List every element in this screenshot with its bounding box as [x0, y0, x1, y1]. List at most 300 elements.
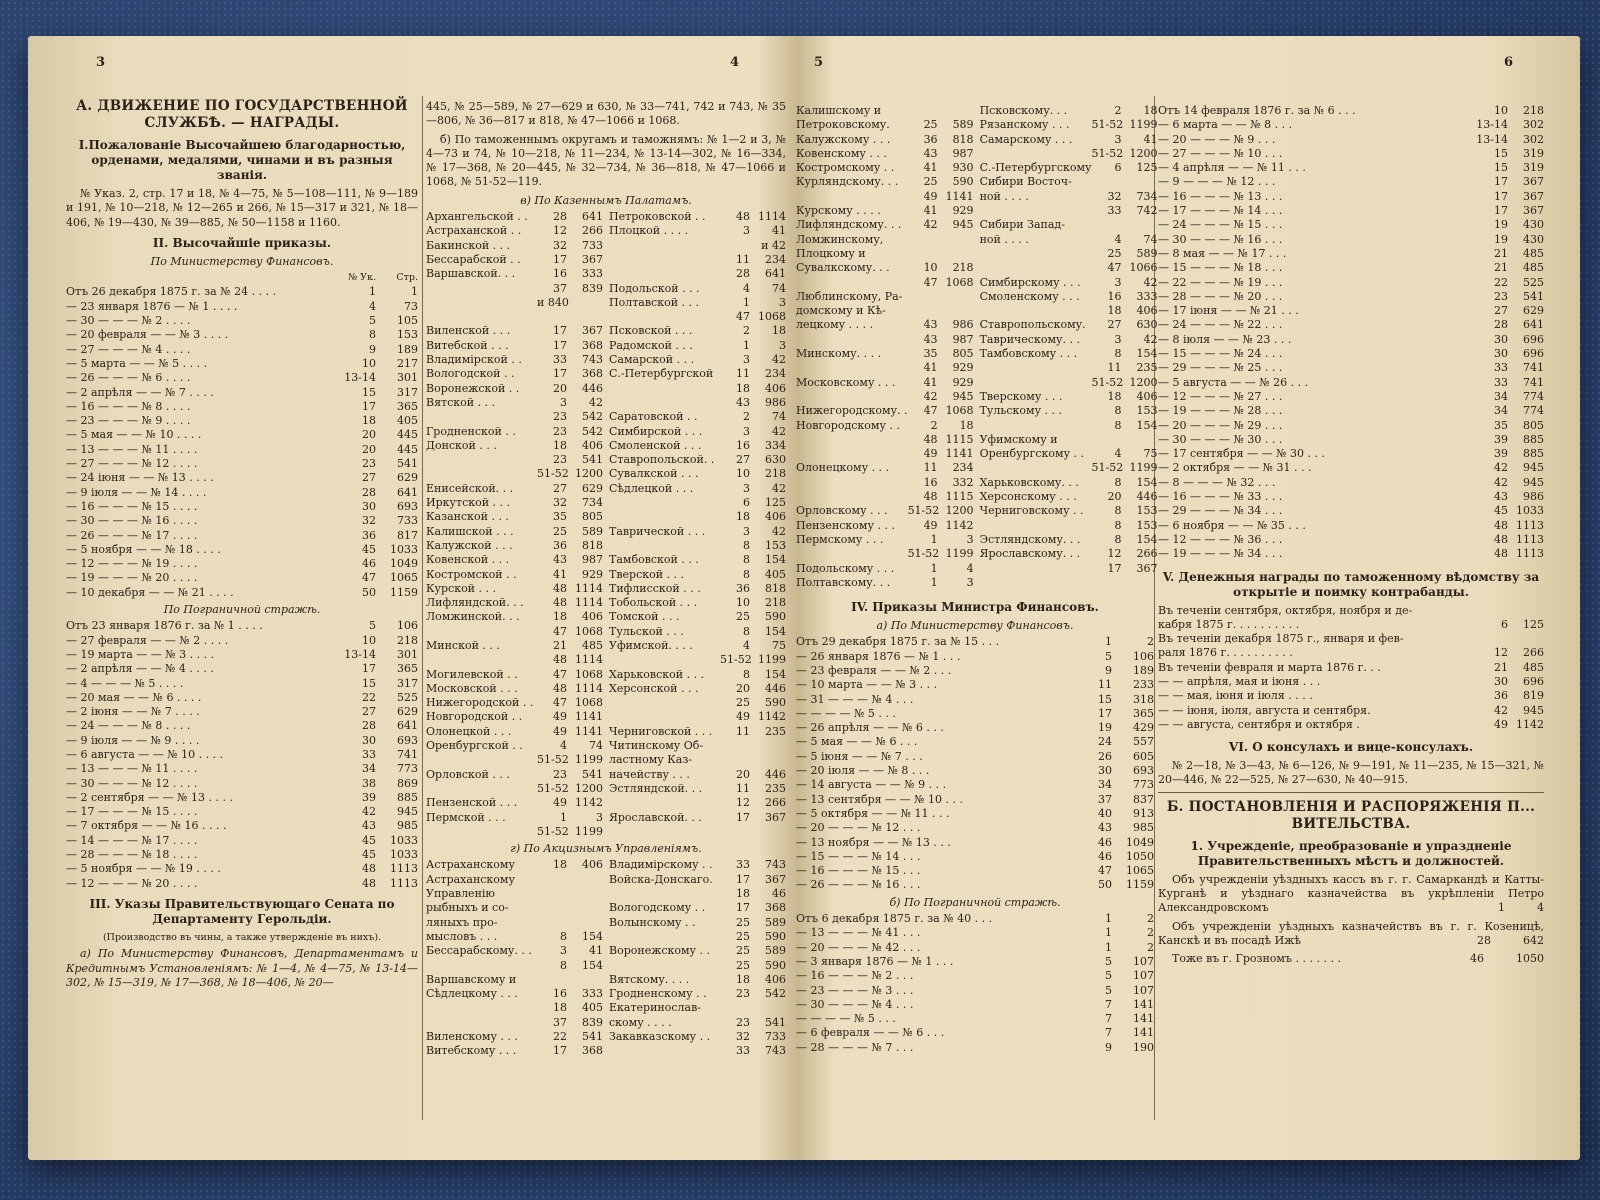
row-page-number: 987	[952, 332, 974, 346]
row-page-number: 2	[1147, 940, 1154, 954]
row-page-number: 1199	[758, 653, 786, 667]
row-issue-number: 4	[743, 281, 750, 295]
table-row	[66, 819, 418, 833]
row-label: Воронежской . .	[426, 381, 520, 395]
row-page-number: 1033	[1516, 504, 1544, 518]
row-issue-number: 51-52	[907, 547, 940, 561]
row-label: Олонецкой . . .	[426, 724, 512, 738]
row-page-number: 333	[1136, 289, 1158, 303]
row-page-number: 630	[1136, 318, 1158, 332]
row-label: рыбныхъ и со-	[426, 901, 509, 915]
table-row	[1158, 376, 1544, 390]
row-label: — 28 — — — № 20 . . .	[1158, 289, 1283, 303]
row-label: — — іюня, іюля, августа и сентября.	[1158, 703, 1371, 717]
table-row	[796, 821, 1154, 835]
row-page-number: 1068	[575, 696, 603, 710]
table-row	[426, 858, 603, 872]
row-label: — 13 — — — № 41 . . .	[796, 926, 921, 940]
row-issue-number: 17	[362, 399, 376, 413]
row-label: Вятской . . .	[426, 395, 496, 409]
row-page-number: 818	[765, 581, 786, 595]
row-label: Уфимскому и	[979, 432, 1058, 446]
row-issue-number: 1	[930, 575, 938, 589]
row-page-number: 1114	[575, 596, 603, 610]
row-issue-number	[1092, 433, 1122, 447]
row-issue-number: 30	[1494, 332, 1508, 346]
row-page-number: 154	[1136, 347, 1158, 361]
table	[1158, 604, 1544, 733]
table-row	[980, 218, 1158, 232]
table-row	[1158, 604, 1544, 618]
row-issue-number: 20	[553, 381, 567, 395]
row-issue-number: 23	[362, 457, 376, 471]
row-label: — 24 — — — № 8 . . . .	[66, 719, 191, 733]
row-page-number	[938, 104, 974, 118]
table-row	[796, 693, 1154, 707]
page-4	[426, 36, 786, 1160]
row-label: — 6 февраля — — № 6 . . .	[796, 1026, 945, 1040]
row-issue-number: 25	[736, 958, 750, 972]
row-label	[609, 396, 720, 410]
row-label: — 31 — — — № 4 . . .	[796, 692, 914, 706]
table-row	[1158, 133, 1544, 147]
section-heading: V. Денежныя награды по таможенному вѣдомству за открытіе и поимку контрабанды.	[1162, 569, 1540, 599]
table-row	[1158, 118, 1544, 132]
row-issue-number: 48	[923, 432, 938, 446]
row-label: Самарскому . . .	[979, 132, 1073, 146]
row-page-number: 333	[582, 267, 603, 281]
row-issue-number: 43	[923, 318, 938, 332]
row-issue-number: 17	[736, 872, 750, 886]
row-label	[980, 304, 1092, 318]
row-page-number: 368	[765, 901, 786, 915]
table-row	[796, 836, 1154, 850]
row-page-number	[567, 916, 603, 930]
row-label: — 13 ноября — — № 13 . . .	[796, 835, 951, 849]
row-label	[609, 510, 720, 524]
row-label: Сѣдлецкой . . .	[609, 481, 694, 495]
table-row	[609, 253, 786, 267]
table	[980, 104, 1158, 590]
table-row	[980, 547, 1158, 561]
table-row	[66, 557, 418, 571]
row-label: — 5 іюня — — № 7 . . .	[796, 749, 923, 763]
row-page-number: 1033	[390, 848, 418, 862]
table-row	[1158, 689, 1544, 703]
table-row	[796, 133, 974, 147]
row-issue-number: 47	[553, 696, 567, 710]
row-issue-number: 32	[553, 496, 567, 510]
table-row	[66, 586, 418, 600]
row-page-number: 542	[765, 987, 786, 1001]
row-label: домскому и Кѣ-	[796, 304, 886, 318]
row-issue-number: 35	[923, 347, 938, 361]
row-page-number: 734	[1136, 189, 1158, 203]
row-issue-number: 4	[1114, 232, 1122, 246]
row-page-number: 1113	[390, 862, 418, 876]
row-issue-number: 23	[1494, 289, 1508, 303]
table-row	[1158, 161, 1544, 175]
row-label: — — августа, сентября и октября .	[1158, 717, 1360, 731]
table-row	[426, 496, 603, 510]
row-page-number: 986	[1523, 490, 1544, 504]
row-label: Радомской . . .	[609, 338, 693, 352]
row-page-number: 1068	[575, 624, 603, 638]
table-row	[426, 210, 603, 224]
table-row	[609, 1044, 786, 1058]
row-label: — 19 марта — — № 3 . . . .	[66, 647, 215, 661]
row-issue-number: 2	[1114, 104, 1122, 117]
row-page-number: 41	[589, 944, 603, 958]
table-row	[609, 539, 786, 553]
row-issue-number: 24	[1098, 735, 1112, 749]
row-issue-number: 49	[923, 189, 938, 203]
table-row	[1158, 290, 1544, 304]
table-row	[796, 764, 1154, 778]
row-page-number: 985	[1133, 821, 1154, 835]
row-page-number: 41	[1143, 132, 1158, 146]
row-label: Харьковской . . .	[609, 667, 705, 681]
row-label: — 2 апрѣля — — № 7 . . . .	[66, 385, 214, 399]
table-row	[1158, 547, 1544, 561]
row-label: Гродненскому . .	[609, 987, 707, 1001]
row-label: — 30 — — — № 2 . . . .	[66, 314, 191, 328]
row-issue-number: 51-52	[537, 753, 569, 767]
table-row	[609, 639, 786, 653]
row-page-number: 190	[1133, 1040, 1154, 1054]
table-row	[66, 677, 418, 691]
row-issue-number: 4	[369, 299, 376, 313]
row-page-number: 154	[582, 958, 603, 972]
row-issue-number: 18	[736, 972, 750, 986]
row-page-number: 541	[1523, 289, 1544, 303]
table-row	[796, 955, 1154, 969]
row-issue-number: 21	[553, 638, 567, 652]
table-row	[426, 367, 603, 381]
row-page-number: 302	[1523, 118, 1544, 132]
table-row	[609, 696, 786, 710]
row-page-number: 234	[952, 461, 974, 475]
row-page-number: 1115	[945, 490, 974, 504]
row-page-number: 1141	[575, 724, 603, 738]
row-page-number: 1068	[945, 275, 974, 289]
row-page-number: 696	[1523, 347, 1544, 361]
row-label	[609, 930, 720, 944]
row-issue-number	[537, 873, 567, 887]
row-issue-number: 16	[736, 438, 750, 452]
row-label: Люблинскому, Ра-	[796, 289, 903, 303]
row-page-number: 1050	[1126, 849, 1154, 863]
row-issue-number: 28	[736, 267, 750, 281]
row-label: Тульскому . . .	[979, 404, 1063, 418]
table-row	[66, 471, 418, 485]
table-row	[426, 653, 603, 667]
row-label: Подольской . . .	[609, 281, 700, 295]
table-row	[796, 318, 974, 332]
row-page-number: 153	[1136, 518, 1158, 532]
row-issue-number: 8	[1114, 404, 1122, 418]
row-label: Симбирской . . .	[609, 424, 703, 438]
table-row	[66, 371, 418, 385]
row-issue-number: 48	[736, 210, 750, 224]
row-issue-number: 33	[1494, 361, 1508, 375]
row-label: Въ теченіи декабря 1875 г., января и фев-	[1158, 632, 1404, 646]
row-label: — 2 октября — — № 31 . . .	[1158, 461, 1312, 475]
table-row	[66, 285, 418, 299]
row-issue-number: 43	[553, 553, 567, 567]
table-row	[426, 887, 603, 901]
row-issue-number: 20	[362, 428, 376, 442]
row-page-number: 805	[582, 510, 603, 524]
row-page-number: 154	[1136, 532, 1158, 546]
row-label: — 8 мая — — № 17 . . .	[1158, 246, 1287, 260]
row-issue-number: 41	[923, 375, 938, 389]
row-label: — 20 — — — № 42 . . .	[796, 940, 921, 954]
row-page-number: 1033	[390, 542, 418, 556]
row-label: — 26 — — — № 16 . . .	[796, 878, 921, 892]
row-issue-number: 1	[1105, 912, 1112, 926]
row-issue-number: 43	[923, 332, 938, 346]
row-page-number: 18	[772, 324, 786, 338]
row-issue-number: 10	[923, 261, 938, 275]
table	[609, 858, 786, 1058]
table-row	[426, 825, 603, 839]
table-row	[426, 267, 603, 281]
row-label: Псковскому. . .	[979, 104, 1068, 117]
table-row	[796, 419, 974, 433]
row-issue-number: 51-52	[1091, 146, 1124, 160]
table-row	[609, 725, 786, 739]
row-label	[609, 539, 720, 553]
row-issue-number: 27	[1107, 318, 1122, 332]
row-page-number	[567, 973, 603, 987]
table-row	[796, 461, 974, 475]
row-issue-number: 45	[362, 542, 376, 556]
table-row	[609, 668, 786, 682]
row-page-number: 1142	[1516, 717, 1544, 731]
row-issue-number	[720, 239, 750, 253]
row-page-number: 189	[397, 342, 418, 356]
table-row	[1158, 519, 1544, 533]
row-page-number: 869	[397, 776, 418, 790]
table-row	[66, 834, 418, 848]
row-issue-number: 15	[1494, 146, 1508, 160]
row-page-number: 153	[765, 538, 786, 552]
row-issue-number: 48	[1494, 532, 1508, 546]
row-issue-number: 47	[923, 404, 938, 418]
row-label: Оренбургской . .	[426, 739, 523, 753]
row-issue-number: 18	[553, 858, 567, 872]
row-label: — 30 — — — № 16 . . . .	[66, 514, 198, 528]
table-row	[796, 984, 1154, 998]
row-label: — 20 — — — № 9 . . .	[1158, 132, 1276, 146]
table-row	[796, 562, 974, 576]
row-label: — 2 іюня — — № 7 . . . .	[66, 705, 200, 719]
row-page-number	[938, 233, 974, 247]
row-page-number: 1141	[945, 447, 974, 461]
row-page-number: 107	[1133, 954, 1154, 968]
divider	[1158, 792, 1544, 793]
table-row	[980, 519, 1158, 533]
table-row	[426, 525, 603, 539]
row-label: — 9 іюля — — № 9 . . . .	[66, 733, 200, 747]
subheading: г) По Акцизнымъ Управленіямъ.	[510, 842, 702, 856]
table-row	[66, 500, 418, 514]
table-row	[66, 571, 418, 585]
row-label	[796, 190, 908, 204]
row-issue-number: 18	[362, 414, 376, 428]
table-row	[796, 998, 1154, 1012]
row-label: Таврической . . .	[609, 524, 706, 538]
row-label	[609, 382, 720, 396]
row-issue-number	[908, 233, 938, 247]
table-row	[426, 901, 603, 915]
row-page-number: 733	[765, 1030, 786, 1043]
row-issue-number: 25	[736, 929, 750, 943]
table-row	[1158, 318, 1544, 332]
table-row	[1158, 476, 1544, 490]
row-issue-number: 22	[553, 1030, 567, 1043]
row-page-number: 986	[765, 395, 786, 409]
row-issue-number: 34	[1494, 389, 1508, 403]
row-issue-number: 23	[736, 987, 750, 1001]
row-label: — 16 — — — № 15 . . .	[796, 864, 921, 878]
table-row	[980, 461, 1158, 475]
table-row	[609, 710, 786, 724]
row-issue-number: 8	[369, 328, 376, 342]
row-label: — 29 — — — № 25 . . .	[1158, 361, 1283, 375]
table-row	[796, 476, 974, 490]
row-page-number: 485	[582, 638, 603, 652]
row-issue-number: 26	[1098, 749, 1112, 763]
table-row	[426, 482, 603, 496]
table-row	[609, 210, 786, 224]
row-page-number: 218	[397, 633, 418, 647]
table-row	[796, 750, 1154, 764]
row-issue-number: 16	[553, 267, 567, 281]
row-issue-number: 7	[1105, 997, 1112, 1011]
row-label	[609, 887, 720, 901]
row-label: — 26 января 1876 — № 1 . . .	[796, 649, 961, 663]
section-heading: III. Указы Правительствующаго Сената по Департаменту Герольдіи.	[89, 896, 395, 926]
row-label: — 20 іюля — — № 8 . . .	[796, 764, 930, 778]
row-page-number: 1114	[575, 653, 603, 667]
table-row	[796, 233, 974, 247]
row-label: — 10 марта — — № 3 . . .	[796, 678, 938, 692]
row-page-number: 218	[952, 261, 974, 275]
row-issue-number: 18	[553, 1001, 567, 1015]
row-label: Лифляндской. . .	[426, 596, 524, 610]
row-label: Астраханскому	[426, 858, 515, 872]
row-page-number: 218	[765, 467, 786, 481]
row-label: Пермской . . .	[426, 810, 506, 824]
row-issue-number: 17	[362, 662, 376, 676]
row-label: ляныхъ про-	[426, 915, 498, 929]
row-page-number: 734	[582, 496, 603, 510]
paragraph: 445, № 25—589, № 27—629 и 630, № 33—741, 742 и 743, № 35—806, № 36—817 и 818, № 47—1066 и 1068.	[426, 100, 786, 128]
row-page-number: 235	[1136, 361, 1158, 375]
row-page-number: 125	[1523, 617, 1544, 631]
row-label: Псковской . . .	[609, 324, 693, 338]
row-page-number: 319	[1523, 146, 1544, 160]
paragraph: б) По таможеннымъ округамъ и таможнямъ: № 1—2 и 3, № 4—73 и 74, № 10—218, № 11—234, № 13-14—302, № 16—334, № 17—368, № 20—445, № 32—734, № 36—818, № 47—1066 и 1068, № 51-52—119.	[426, 132, 786, 189]
row-page-number: 125	[1136, 161, 1158, 175]
row-issue-number	[720, 753, 750, 767]
row-label: — 6 августа — — № 10 . . . .	[66, 747, 224, 761]
row-label: Смоленской . . .	[609, 438, 702, 452]
row-label	[980, 562, 1092, 576]
table-row	[796, 376, 974, 390]
row-page-number: 106	[397, 619, 418, 633]
row-page-number: 542	[582, 410, 603, 424]
row-page-number: 42	[772, 353, 786, 367]
subheading: По Пограничной стражѣ.	[163, 603, 321, 617]
row-label: — 27 — — — № 10 . . .	[1158, 146, 1283, 160]
table-row	[609, 224, 786, 238]
table-row	[1158, 718, 1544, 732]
row-page-number: 3	[779, 295, 786, 309]
row-issue-number: 32	[553, 238, 567, 252]
row-issue-number: 1	[930, 532, 938, 546]
row-issue-number: 39	[1494, 432, 1508, 446]
table-row	[609, 1001, 786, 1015]
row-label: Пермскому . . .	[796, 532, 884, 546]
row-page-number: 266	[765, 796, 786, 810]
row-issue-number: 17	[553, 338, 567, 352]
row-page-number	[938, 290, 974, 304]
row-issue-number: 19	[1098, 721, 1112, 735]
table-row	[609, 782, 786, 796]
row-label: — 22 — — — № 19 . . .	[1158, 275, 1283, 289]
row-label: — 13 — — — № 11 . . . .	[66, 442, 198, 456]
row-label: Ярославскому. . .	[979, 547, 1081, 561]
table-row	[980, 304, 1158, 318]
row-issue-number: 33	[736, 1044, 750, 1058]
table	[796, 635, 1154, 892]
row-label	[609, 253, 720, 267]
row-page-number: 317	[397, 385, 418, 399]
row-page-number: 2	[1147, 926, 1154, 940]
row-label: — 19 — — — № 28 . . .	[1158, 404, 1283, 418]
row-page-number: 485	[1523, 660, 1544, 674]
table-row	[609, 282, 786, 296]
row-label: Эстляндскому. . .	[979, 532, 1081, 546]
row-issue-number: 21	[1494, 261, 1508, 275]
row-page-number: 929	[952, 375, 974, 389]
table-row	[66, 543, 418, 557]
row-label: Тульской . . .	[609, 624, 684, 638]
row-issue-number: 10	[362, 633, 376, 647]
table-row	[609, 901, 786, 915]
table-row	[609, 296, 786, 310]
row-issue-number: 16	[553, 987, 567, 1001]
paragraph: № Указ. 2, стр. 17 и 18, № 4—75, № 5—108—111, № 9—189 и 191, № 10—218, № 12—265 и 266, № 15—317 и 321, № 18—406, № 19—430, № 39—885, № 50—1158 и 1160.	[66, 187, 418, 229]
row-issue-number: 43	[1494, 490, 1508, 504]
row-label: — 4 — — — № 5 . . . .	[66, 676, 184, 690]
row-page-number: 2	[1147, 912, 1154, 926]
table-row	[796, 504, 974, 518]
row-page-number: 589	[582, 524, 603, 538]
row-label: Орловскому . . .	[796, 504, 888, 518]
table-row	[609, 553, 786, 567]
row-label: — 20 — — — № 12 . . .	[796, 821, 921, 835]
table-row	[66, 805, 418, 819]
table-row	[66, 691, 418, 705]
row-label: ластному Каз-	[609, 753, 693, 767]
row-page-number: 929	[952, 204, 974, 218]
row-label: Пензенской . . .	[426, 796, 518, 810]
table-row	[1158, 419, 1544, 433]
